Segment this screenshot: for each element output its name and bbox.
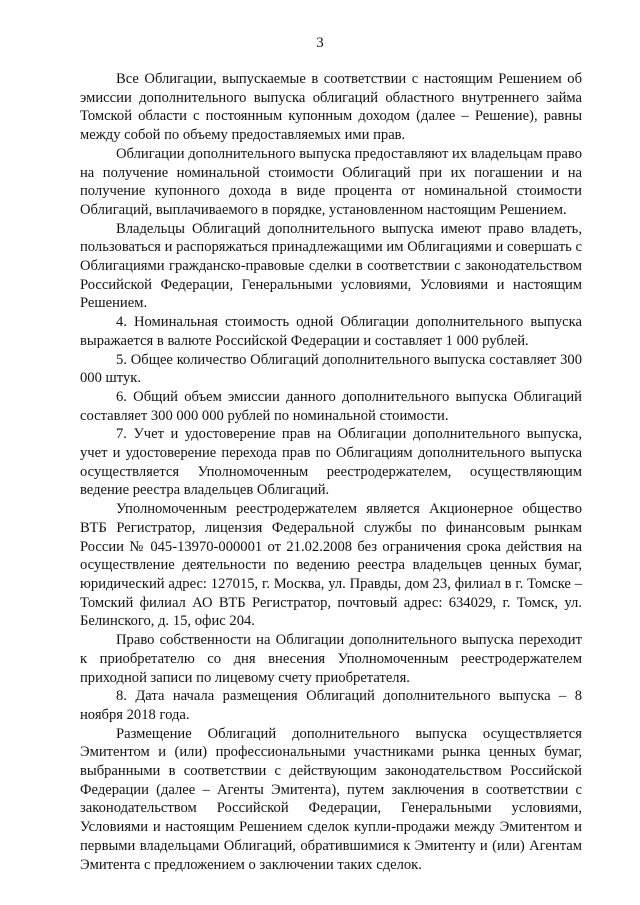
paragraph-nominal-value: 4. Номинальная стоимость одной Облигации дополнительного выпуска выражается в валюте Российской Федерации и составляет 1 000 рублей. bbox=[80, 314, 582, 349]
paragraph-owner-rights: Облигации дополнительного выпуска предоставляют их владельцам право на получение номинальной стоимости Облигаций при их погашении и на получение купонного дохода в виде процента от номинальной стоимости Облигаций, выплачиваемого в порядке, установленном настоящим Решением. bbox=[80, 145, 582, 218]
paragraph-total-quantity: 5. Общее количество Облигаций дополнительного выпуска составляет 300 000 штук. bbox=[80, 351, 582, 387]
paragraph-owner-disposal: Владельцы Облигаций дополнительного выпуска имеют право владеть, пользоваться и распоряжаться принадлежащими им Облигациями и совершать с Облигациями гражданско-правовые сделки в соответствии с законодательством Российской Федерации, Генеральными условиями, Условиями и настоящим Решением. bbox=[80, 220, 582, 312]
page-number: 3 bbox=[316, 35, 324, 51]
paragraph-ownership-transfer: Право собственности на Облигации дополнительного выпуска переходит к приобретателю со дня внесения Уполномоченным реестродержателем приходной записи по лицевому счету приобретателя. bbox=[80, 632, 582, 686]
paragraph-bonds-equal-rights: Все Облигации, выпускаемые в соответствии с настоящим Решением об эмиссии дополнительного выпуска облигаций областного внутреннего займа Томской области с постоянным купонным доходом (далее – Решение), равны между собой по объему предоставляемых ими прав. bbox=[80, 71, 582, 144]
paragraph-emission-volume: 6. Общий объем эмиссии данного дополнительного выпуска Облигаций составляет 300 000 000 рублей по номинальной стоимости. bbox=[80, 388, 582, 424]
document-body bbox=[80, 70, 582, 874]
paragraph-rights-accounting: 7. Учет и удостоверение прав на Облигации дополнительного выпуска, учет и удостоверение перехода прав по Облигациям дополнительного выпуска осуществляется Уполномоченным реестродержателем, осуществляющим ведение реестра владельцев Облигаций. bbox=[80, 426, 582, 499]
paragraph-placement-procedure: Размещение Облигаций дополнительного выпуска осуществляется Эмитентом и (или) профессиональными участниками рынка ценных бумаг, выбранными в соответствии с действующим законодательством Российской Федерации (далее – Агенты Эмитента), путем заключения в соответствии с законодательством Российской Федерации, Генеральными условиями, Условиями и настоящим Решением сделок купли-продажи между Эмитентом и первыми владельцами Облигаций, обратившимися к Эмитенту и (или) Агентам Эмитента с предложением о заключении таких сделок. bbox=[80, 725, 582, 873]
paragraph-placement-date: 8. Дата начала размещения Облигаций дополнительного выпуска – 8 ноября 2018 года. bbox=[80, 688, 582, 723]
paragraph-registrar: Уполномоченным реестродержателем является Акционерное общество ВТБ Регистратор, лицензия Федеральной службы по финансовым рынкам России № 045-13970-000001 от 21.02.2008 без ограничения срока действия на осуществление деятельности по ведению реестра владельцев ценных бумаг, юридический адрес: 127015, г. Москва, ул. Правды, дом 23, филиал в г. Томске – Томский филиал АО ВТБ Регистратор, почтовый адрес: 634029, г. Томск, ул. Белинского, д. 15, офис 204. bbox=[80, 501, 582, 630]
